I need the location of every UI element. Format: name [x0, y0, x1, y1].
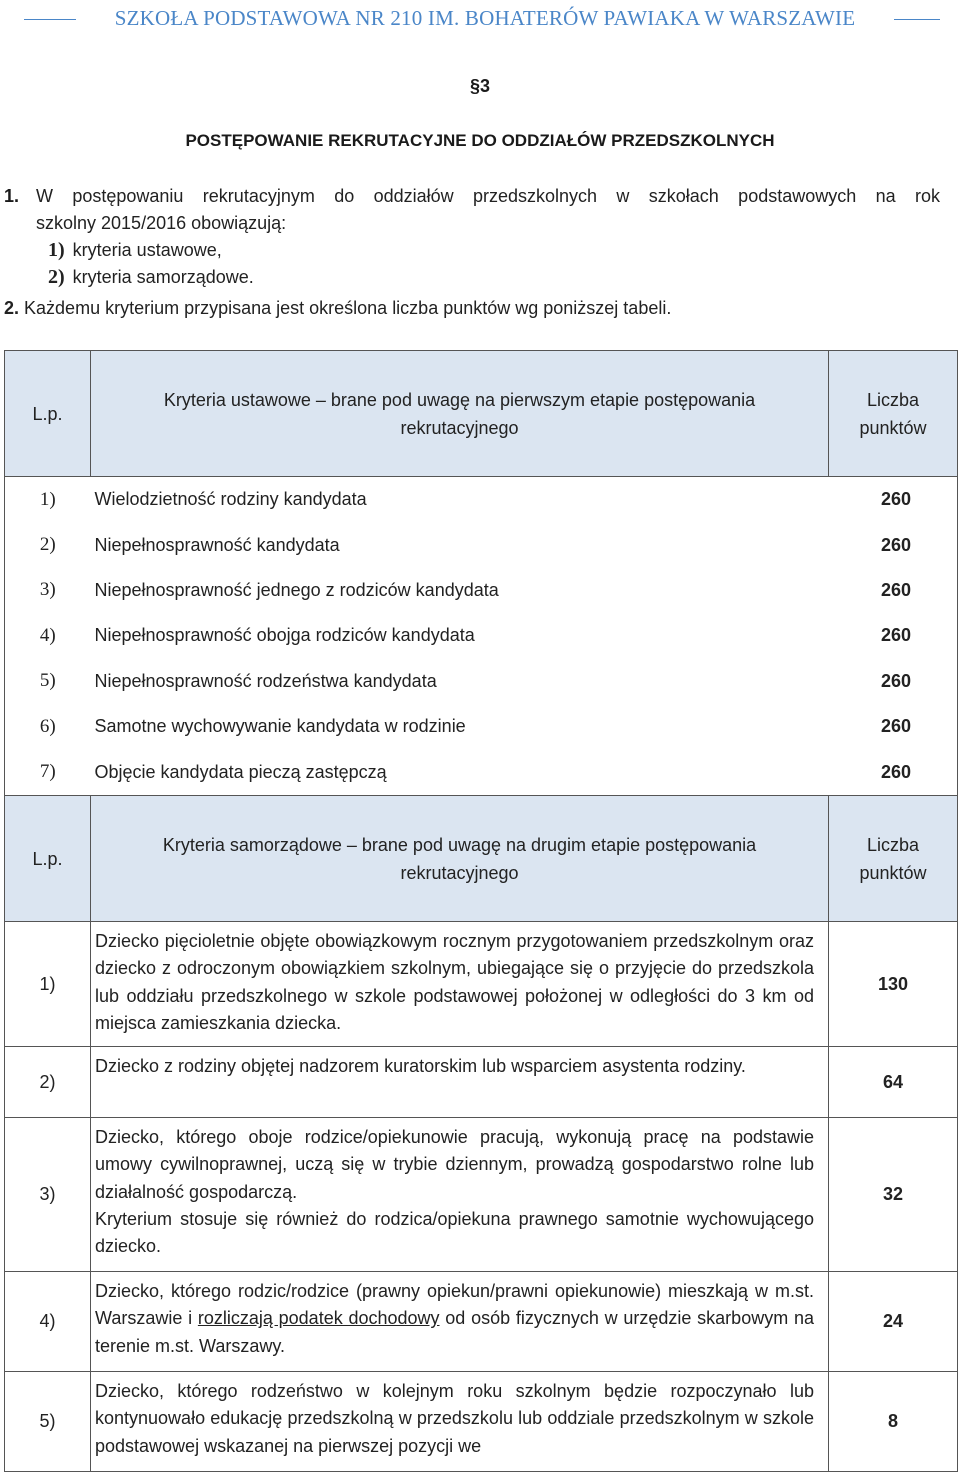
row-points: 260: [829, 613, 958, 658]
header-criteria: [91, 796, 829, 922]
row-criterion: [91, 1372, 829, 1472]
row-criterion-text: Dziecko z rodziny objętej nadzorem kuratorskim lub wsparciem asystenta rodziny.: [95, 1056, 746, 1076]
header-criteria: [91, 351, 829, 477]
row-lp: 3): [5, 568, 91, 613]
local-criteria-table: [4, 795, 958, 1472]
table-row: [5, 1047, 958, 1118]
row-lp: 1): [5, 922, 91, 1047]
row-points: 130: [829, 922, 958, 1047]
row-criterion-note: Kryterium stosuje się również do rodzica/opiekuna prawnego samotnie wychowującego dziecko.: [95, 1208, 814, 1257]
row-criterion: [91, 1118, 829, 1272]
header-points-line-2: punktów: [859, 417, 927, 438]
header-points: [829, 351, 958, 477]
row-lp: 3): [5, 1118, 91, 1272]
paragraph-2: [4, 295, 671, 322]
row-points: 64: [829, 1047, 958, 1118]
table-header-row: [5, 796, 958, 922]
row-criterion-text: Dziecko, którego oboje rodzice/opiekunowie pracują, wykonują pracę na podstawie umowy cywilnoprawnej, uczą się w trybie dziennym, prowadzą gospodarstwo rolne lub działalność gospodarczą.: [95, 1127, 814, 1202]
header-points-line-1: Liczba: [866, 389, 920, 410]
row-criterion-underlined: rozliczają podatek dochodowy: [197, 1308, 440, 1329]
row-criterion-text-end: od osób fizycznych w urzędzie skarbowym na terenie m.st. Warszawy.: [95, 1308, 814, 1356]
row-criterion: Niepełnosprawność rodzeństwa kandydata: [94, 670, 437, 691]
paragraph-1-number: 1.: [4, 186, 20, 206]
list-item: [48, 264, 254, 291]
statutory-criteria-table: [4, 350, 958, 795]
row-points: 260: [829, 522, 958, 567]
header-lp: L.p.: [5, 351, 91, 477]
row-points: 260: [829, 568, 958, 613]
table-row: [5, 1118, 958, 1272]
row-criterion: Wielodzietność rodziny kandydata: [94, 489, 367, 510]
paragraph-1-line-2: szkolny 2015/2016 obowiązują:: [36, 213, 287, 233]
row-points: 260: [829, 659, 958, 704]
row-lp: 2): [5, 1047, 91, 1118]
page-title: POSTĘPOWANIE REKRUTACYJNE DO ODDZIAŁÓW PRZEDSZKOLNYCH: [185, 131, 775, 150]
page-header: [0, 6, 960, 34]
row-criterion-text: Dziecko, którego rodzic/rodzice (prawny opiekun/prawni opiekunowie) mieszkają w m.st. Warszawie i: [95, 1281, 814, 1329]
list-item-number: 2): [48, 266, 65, 288]
school-name: SZKOŁA PODSTAWOWA NR 210 IM. BOHATERÓW PAWIAKA W WARSZAWIE: [114, 6, 856, 30]
row-points: 8: [829, 1372, 958, 1472]
row-criterion: Niepełnosprawność obojga rodziców kandydata: [94, 625, 475, 646]
row-criterion: Niepełnosprawność jednego z rodziców kandydata: [94, 579, 499, 600]
row-criterion-text: Dziecko, którego rodzeństwo w kolejnym roku szkolnym będzie rozpoczynało lub kontynuowało edukację przedszkolną w przedszkolu lub oddziale przedszkolnym w szkole podstawowej wskazanej na pierwszej pozycji we: [95, 1381, 814, 1456]
list-item: [48, 237, 222, 264]
table-row: [5, 613, 958, 658]
row-points: 260: [829, 704, 958, 749]
table-row: [5, 704, 958, 749]
row-criterion-text: Dziecko pięcioletnie objęte obowiązkowym rocznym przygotowaniem przedszkolnym oraz dziecko z odroczonym obowiązkiem szkolnym, ubiegające się o przyjęcie do przedszkola lub oddziału przedszkolnego w szkole podstawowej położonej w odległości do 3 km od miejsca zamieszkania dziecka.: [95, 931, 814, 1033]
table-row: [5, 477, 958, 523]
header-rule-right: [894, 19, 940, 20]
table-row: [5, 1272, 958, 1372]
table-header-row: [5, 351, 958, 477]
row-criterion: Objęcie kandydata pieczą zastępczą: [94, 761, 387, 782]
row-points: 260: [829, 749, 958, 794]
paragraph-2-text: Każdemu kryterium przypisana jest określona liczba punktów wg poniższej tabeli.: [24, 298, 672, 318]
row-lp: 7): [5, 749, 91, 794]
row-lp: 5): [5, 1372, 91, 1472]
header-criteria-text: Kryteria samorządowe – brane pod uwagę na drugim etapie postępowania rekrutacyjnego: [162, 834, 757, 883]
header-rule-left: [24, 19, 76, 20]
header-points-line-2: punktów: [859, 862, 927, 883]
row-lp: 6): [5, 704, 91, 749]
row-points: 32: [829, 1118, 958, 1272]
row-criterion: [91, 922, 829, 1047]
paragraph-1-line-1: W postępowaniu rekrutacyjnym do oddziałów przedszkolnych w szkołach podstawowych na rok: [36, 186, 940, 206]
table-row: [5, 1372, 958, 1472]
row-criterion: [91, 1047, 829, 1118]
header-points: [829, 796, 958, 922]
row-lp: 2): [5, 522, 91, 567]
row-lp: 4): [5, 613, 91, 658]
header-criteria-text: Kryteria ustawowe – brane pod uwagę na pierwszym etapie postępowania rekrutacyjnego: [163, 389, 756, 438]
header-points-line-1: Liczba: [866, 834, 920, 855]
row-lp: 4): [5, 1272, 91, 1372]
row-lp: 5): [5, 659, 91, 704]
table-row: [5, 922, 958, 1047]
row-points: 260: [829, 477, 958, 523]
table-row: [5, 749, 958, 794]
section-number: §3: [469, 76, 491, 96]
list-item-text: kryteria samorządowe.: [72, 267, 254, 287]
header-lp: L.p.: [5, 796, 91, 922]
list-item-number: 1): [48, 239, 65, 261]
row-criterion: Samotne wychowywanie kandydata w rodzinie: [94, 716, 466, 737]
paragraph-2-number: 2.: [4, 298, 20, 318]
row-criterion: Niepełnosprawność kandydata: [94, 534, 340, 555]
row-points: 24: [829, 1272, 958, 1372]
list-item-text: kryteria ustawowe,: [72, 240, 222, 260]
row-lp: 1): [5, 477, 91, 523]
table-row: [5, 659, 958, 704]
table-row: [5, 522, 958, 567]
table-row: [5, 568, 958, 613]
row-criterion: [91, 1272, 829, 1372]
